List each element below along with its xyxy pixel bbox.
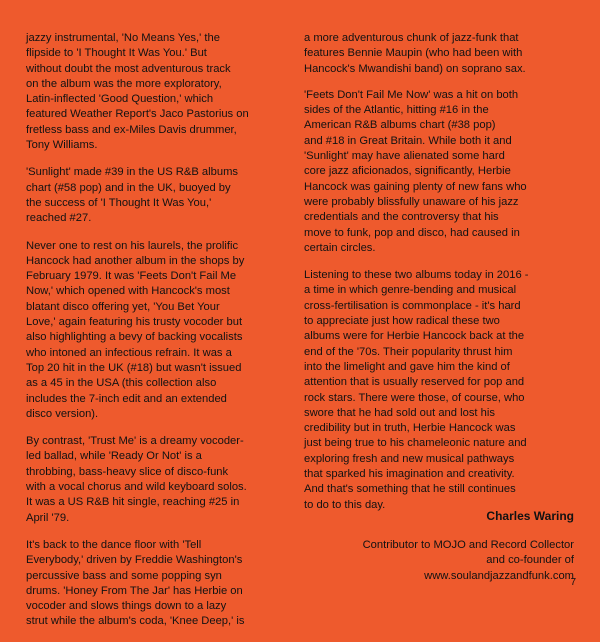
author-name: Charles Waring	[486, 509, 574, 523]
left-column	[26, 31, 296, 642]
paragraph: Never one to rest on his laurels, the prolific Hancock had another album in the shops by February 1979. It was 'Feets Don't Fail Me Now,' which opened with Hancock's most blatant disco offering yet, 'You Bet Your Love,' again featuring his trusty vocoder but also highlighting a bevy of backing vocalists who intoned an infectious refrain. It was a Top 20 hit in the UK (#18) but wasn't issued as a 45 in the USA (this collection also includes the 7-inch edit and an extended disco version).	[26, 239, 245, 420]
right-column	[304, 31, 576, 525]
paragraph: Listening to these two albums today in 2016 - a time in which genre-bending and musical cross-fertilisation is commonplace - it's hard to appreciate just how radical these two albums were for Herbie Hancock back at the end of the '70s. Their popularity thrust him into the limelight and gave him the kind of attention that is usually reserved for pop and rock stars. There were those, of course, who swore that he had sold out and lost his credibility but in truth, Herbie Hancock was just being true to his chameleonic nature and exploring fresh and new musical pathways that sparked his imagination and creativity. And that's something that he still continues to do to this day.	[304, 269, 529, 511]
paragraph: jazzy instrumental, 'No Means Yes,' the flipside to 'I Thought It Was You.' But without doubt the most adventurous track on the album was the more exploratory, Latin-inflected 'Good Question,' which featured Weather Report's Jaco Pastorius on fretless bass and ex-Miles Davis drummer, Tony Williams.	[26, 32, 249, 152]
paragraph: 'Feets Don't Fail Me Now' was a hit on both sides of the Atlantic, hitting #16 in the American R&B albums chart (#38 pop) and #18 in Great Britain. While both it and 'Sunlight' may have alienated some hard core jazz aficionados, significantly, Herbie Hancock was gaining plenty of new fans who were probably blissfully unaware of his jazz credentials and the controversy that his move to funk, pop and disco, had caused in certain circles.	[304, 88, 527, 254]
page-number: 7	[570, 577, 576, 588]
author-credit: Contributor to MOJO and Record Collector and co-founder of www.soulandjazzandfunk.com	[362, 539, 574, 582]
paragraph: 'Sunlight' made #39 in the US R&B albums chart (#58 pop) and in the UK, buoyed by the success of 'I Thought It Was You,' reached #27.	[26, 166, 238, 225]
paragraph: By contrast, 'Trust Me' is a dreamy vocoder- led ballad, while 'Ready Or Not' is a throbbing, bass-heavy slice of disco-funk with a vocal chorus and wild keyboard solos. It was a US R&B hit single, reaching #25 in April '79.	[26, 435, 247, 524]
paragraph: It's back to the dance floor with 'Tell Everybody,' driven by Freddie Washington's percussive bass and some popping syn drums. 'Honey From The Jar' has Herbie on vocoder and slows things down to a lazy strut while the album's coda, 'Knee Deep,' is	[26, 538, 245, 628]
paragraph: a more adventurous chunk of jazz-funk that features Bennie Maupin (who had been with Hancock's Mwandishi band) on soprano sax.	[304, 32, 526, 75]
